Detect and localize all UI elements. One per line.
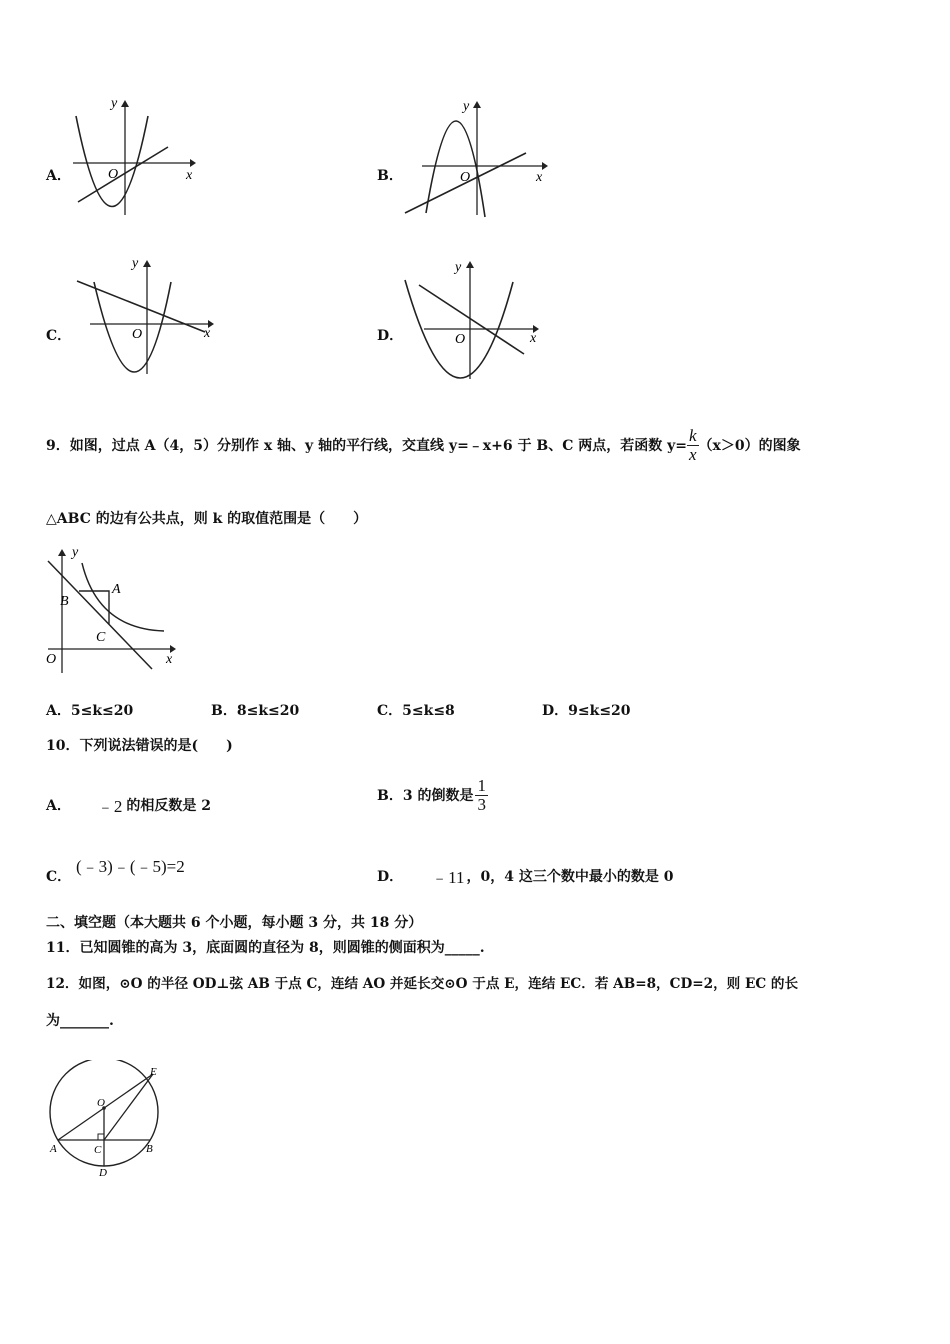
point-e-label: E <box>150 1066 157 1078</box>
q9-stem-tail: （x＞0）的图象 <box>698 438 801 454</box>
point-o-label: O <box>97 1097 105 1109</box>
point-a-label: A <box>112 582 121 597</box>
point-b-label: B <box>60 594 69 609</box>
origin-label: O <box>108 167 119 182</box>
q10-option-c-math: (﹣3)﹣(﹣5)=2 <box>76 857 185 876</box>
q9-option-d-label: D． <box>542 703 569 719</box>
q9-option-c-label: C． <box>377 703 403 719</box>
origin-label: O <box>460 170 471 185</box>
q8-graph-c <box>70 252 220 382</box>
right-angle-mark <box>98 1134 104 1140</box>
line-ec <box>104 1074 153 1140</box>
y-axis-label: y <box>72 545 79 560</box>
line-ae <box>58 1074 153 1140</box>
q8-option-b-label: B． <box>377 168 403 184</box>
q10-option-c-label: C． <box>46 869 72 885</box>
origin-label: O <box>455 332 466 347</box>
q12-stem-line1: 12．如图，⊙O 的半径 OD⊥弦 AB 于点 C，连结 AO 并延长交⊙O 于点 E，连结 EC．若 AB=8，CD=2，则 EC 的长 <box>46 976 799 992</box>
q10-option-d[interactable] <box>377 863 674 888</box>
y-axis-arrow <box>58 549 66 556</box>
q9-figure <box>44 545 180 677</box>
origin-label: O <box>46 652 57 667</box>
q8-option-c-label: C． <box>46 328 72 344</box>
line <box>78 147 168 202</box>
x-axis-arrow <box>190 159 196 167</box>
y-axis-label: y <box>111 96 118 111</box>
q10-option-a-label: A． <box>46 797 71 814</box>
y-axis-arrow <box>473 101 481 108</box>
q9-option-a[interactable] <box>46 700 133 720</box>
q10-option-b-label: B． <box>377 788 403 804</box>
x-axis-label: x <box>186 168 193 183</box>
q9-option-b-label: B． <box>211 703 237 719</box>
q9-fraction-k-over-x <box>687 427 699 464</box>
q12-figure <box>44 1060 168 1180</box>
q10-fraction-numerator: 1 <box>477 775 486 795</box>
point-c-label: C <box>96 630 106 645</box>
q9-stem-line2: △ABC 的边有公共点，则 k 的取值范围是（ ） <box>46 511 368 527</box>
line-y-neg-x-plus-6 <box>48 561 152 669</box>
q9-option-c-text: 5≤k≤8 <box>402 703 455 719</box>
origin-label: O <box>132 327 143 342</box>
q9-fraction-numerator: k <box>688 425 697 445</box>
q10-option-b[interactable] <box>377 767 488 823</box>
q10-option-d-math: ﹣11 <box>431 868 465 887</box>
q10-option-a[interactable] <box>46 792 211 817</box>
line <box>419 285 524 354</box>
q10-fraction-denominator: 3 <box>477 794 486 814</box>
point-d-label: D <box>99 1167 107 1179</box>
q9-stem-line1 <box>46 420 801 470</box>
y-axis-arrow <box>143 260 151 267</box>
q8-graph-a <box>68 92 198 218</box>
point-a-label: A <box>50 1143 57 1155</box>
q10-option-b-text: 3 的倒数是 <box>402 788 474 804</box>
y-axis-arrow <box>121 100 129 107</box>
q11-text: 11．已知圆锥的高为 3，底面圆的直径为 8，则圆锥的侧面积为_____. <box>46 940 485 956</box>
q10-option-a-math: ﹣2 <box>96 797 123 816</box>
q9-option-b-text: 8≤k≤20 <box>236 703 300 719</box>
point-b-label: B <box>146 1143 153 1155</box>
q8-option-a-label: A． <box>46 168 71 184</box>
q9-option-d[interactable] <box>542 700 631 720</box>
q9-stem-text: 9．如图，过点 A（4，5）分别作 x 轴、y 轴的平行线，交直线 y=﹣x+6 于 B、C 两点，若函数 y= <box>46 438 687 454</box>
section-heading-fill-blank: 二、填空题（本大题共 6 个小题，每小题 3 分，共 18 分） <box>46 915 423 931</box>
point-c-label: C <box>94 1144 102 1156</box>
q9-option-a-label: A． <box>46 703 71 719</box>
q9-fraction-denominator: x <box>688 444 697 464</box>
q9-option-a-text: 5≤k≤20 <box>70 703 134 719</box>
x-axis-label: x <box>166 652 173 667</box>
q12-stem-line2: 为_______. <box>46 1013 114 1029</box>
parabola <box>76 116 148 207</box>
q10-option-a-text: 的相反数是 2 <box>126 797 211 814</box>
y-axis-label: y <box>463 99 470 114</box>
x-axis-label: x <box>204 326 211 341</box>
q8-graph-d <box>400 255 546 383</box>
q9-option-c[interactable] <box>377 700 455 720</box>
y-axis-label: y <box>455 260 462 275</box>
q9-option-d-text: 9≤k≤20 <box>568 703 631 719</box>
q9-option-b[interactable] <box>211 700 299 720</box>
y-axis-label: y <box>132 256 139 271</box>
x-axis-arrow <box>542 162 548 170</box>
q10-fraction-one-third <box>475 777 488 814</box>
parabola <box>426 121 485 217</box>
x-axis-label: x <box>536 170 543 185</box>
x-axis-label: x <box>530 331 537 346</box>
q10-stem: 10．下列说法错误的是( ) <box>46 738 233 754</box>
q10-option-d-label: D． <box>377 868 404 885</box>
q8-option-d-label: D． <box>377 328 404 344</box>
q10-option-d-text: ，0，4 这三个数中最小的数是 0 <box>466 868 674 885</box>
hyperbola <box>82 563 164 631</box>
q8-graph-b <box>400 97 552 219</box>
y-axis-arrow <box>466 261 474 268</box>
